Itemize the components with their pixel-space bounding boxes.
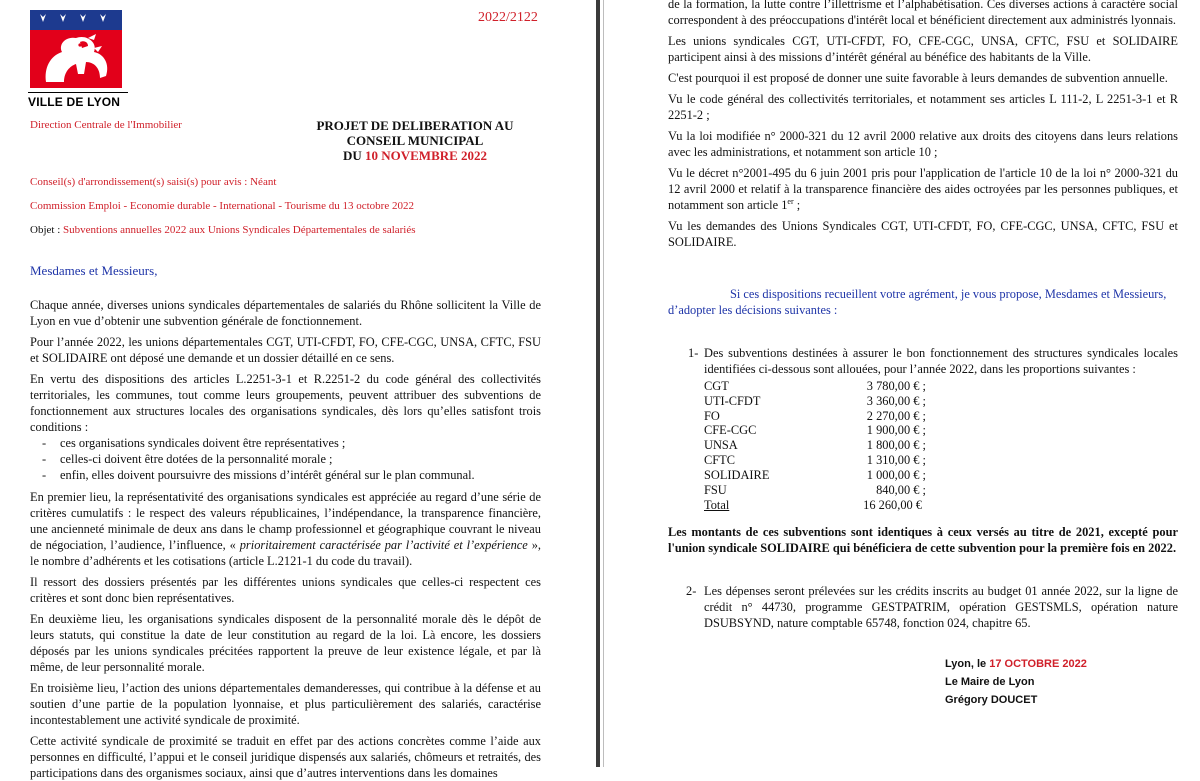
objet-line [30,223,416,237]
visa-3-end: ; [793,198,801,212]
decision-2 [686,583,1178,631]
proposal-line-1: Si ces dispositions recueillent votre agrément, je vous propose, Mesdames et Messieurs, [730,287,1167,301]
direction-label: Direction Centrale de l'Immobilier [30,119,182,131]
table-row [704,394,926,409]
union-amount: 1 310,00 € ; [866,452,926,467]
list-item: - celles-ci doivent être dotées de la personnalité morale ; [30,451,541,467]
objet-value: Subventions annuelles 2022 aux Unions Syndicales Départementales de salariés [63,224,416,236]
table-row [704,453,926,468]
union-name: UTI-CFDT [704,393,761,408]
paragraph-1: Chaque année, diverses unions syndicales départementales de salariés du Rhône sollicitent la Ville de Lyon en vue d’obtenir une subvention générale de fonctionnement. [30,298,541,328]
paragraph-5: Il ressort des dossiers présentés par les différentes unions syndicales que celles-ci respectent ces critères et sont donc bien représentatives. [30,575,541,605]
union-name: CFTC [704,452,735,467]
union-name: SOLIDAIRE [704,467,770,482]
paragraph-propose: C'est pourquoi il est proposé de donner une suite favorable à leurs demandes de subvention annuelle. [668,71,1168,85]
union-name: FSU [704,482,727,497]
montants-note: Les montants de ces subventions sont identiques à ceux versés au titre de 2021, excepté pour l'union syndicale SOLIDAIRE qui bénéficiera de cette subvention pour la première fois en 2022. [668,525,1178,555]
union-amount: 1 900,00 € ; [866,423,926,438]
list-item: - ces organisations syndicales doivent être représentatives ; [30,435,541,451]
table-row [704,409,926,424]
city-name: VILLE DE LYON [28,92,128,109]
union-amount: 1 000,00 € ; [866,467,926,482]
visa-2: Vu la loi modifiée n° 2000-321 du 12 avril 2000 relative aux droits des citoyens dans leurs relations avec les administrations, et notamment son article 10 ; [668,129,1178,159]
proposal [668,286,1188,318]
signature-place: Lyon, le [945,658,987,670]
objet-label: Objet : [30,224,61,236]
decision-2-number: 2- [686,584,697,598]
signature-name: Grégory DOUCET [945,694,1038,706]
signature-role: Le Maire de Lyon [945,676,1035,688]
total-row [704,497,926,513]
visa-4: Vu les demandes des Unions Syndicales CGT, UTI-CFDT, FO, CFE-CGC, UNSA, CFTC, FSU et SOLIDAIRE. [668,219,1178,249]
paragraph-8: Cette activité syndicale de proximité se traduit en effet par des actions concrètes comme l’aide aux personnes en difficulté, l’appui et le conseil juridique dispensés aux salariés, chômeurs et retraités, des participations dans des organismes sociaux, ainsi que d’autres interventions dans les domaines [30,734,541,780]
union-amount: 840,00 € ; [876,482,926,497]
table-row [704,468,926,483]
page-separator [596,0,600,767]
union-amount: 3 360,00 € ; [866,393,926,408]
paragraph-continued: de la formation, la lutte contre l’illettrisme et l’alphabétisation. Ces diverses actions à caractère social correspondent à des préoccupations d'intérêt local et bénéficient directement aux administrés lyonnais. [668,0,1178,27]
subventions-table [704,379,926,513]
ville-de-lyon-logo [28,8,124,109]
paragraph-2: Pour l’année 2022, les unions départementales CGT, UTI-CFDT, FO, CFE-CGC, UNSA, CFTC, FSU et SOLIDAIRE ont déposé une demande et un dossier détaillé en ce sens. [30,335,541,365]
union-name: CGT [704,379,729,393]
title-line-1: PROJET DE DELIBERATION AU [316,118,514,133]
visa-3-text: Vu le décret n°2001-495 du 6 juin 2001 pris pour l'application de l'article 10 de la loi n° 2000-321 du 12 avril 2000 et relatif à la transparence financière des aides octroyées par les personnes publiques, et notamment son article 1 [668,166,1178,212]
table-row [704,379,926,394]
paragraph-6: En deuxième lieu, les organisations syndicales disposent de la personnalité morale dès le dépôt de leurs statuts, qui constitue la date de leur constitution au regard de la loi. Là encore, les dossiers déposés par les unions syndicales précitées rapportent la preuve de leur existence légale, et par là même, de leur personnalité morale. [30,612,541,674]
signature-block [945,655,1087,709]
council-date: 10 NOVEMBRE 2022 [364,148,488,163]
visa-3 [668,165,1178,213]
union-amount: 3 780,00 € ; [866,379,926,393]
title-line-2: CONSEIL MUNICIPAL [346,133,484,148]
conseils-arrondissement: Conseil(s) d'arrondissement(s) saisi(s) pour avis : Néant [30,176,277,188]
commission-label: Commission Emploi - Economie durable - International - Tourisme du 13 octobre 2022 [30,200,414,212]
left-body [30,297,541,781]
paragraph-4-start: En premier lieu, la représentativité des organisations syndicales est appréciée au regard d’une série de critères cumulatifs : le respect des valeurs républicaines, l’indépendance, la transparence financière, une ancienneté minimale de deux ans dans le champ professionnel et géographique couvrant le niveau de négociation, l’audience, l’influence, « [30,490,541,552]
union-name: FO [704,408,720,423]
paragraph-4 [30,489,541,569]
reference-number: 2022/2122 [478,10,538,25]
paragraph-unions: Les unions syndicales CGT, UTI-CFDT, FO, CFE-CGC, UNSA, CFTC, FSU et SOLIDAIRE participent ainsi à des missions d’intérêt général au bénéfice des habitants de la Ville. [668,34,1178,64]
page-separator-line [603,0,604,767]
document-title [300,118,530,163]
visa-1: Vu le code général des collectivités territoriales, et notamment ses articles L 111-2, L 2251-3-1 et R 2251-2 ; [668,92,1178,122]
conditions-list [30,435,541,483]
union-amount: 2 270,00 € ; [866,408,926,423]
lion-emblem-icon [28,8,124,90]
decision-2-text: Les dépenses seront prélevées sur les crédits inscrits au budget 01 année 2022, sur la ligne de crédit n° 44730, programme GESTPATRIM, opération GESTSMLS, opération nature DSUBSYND, nature comptable 65748, fonction 024, chapitre 65. [704,584,1178,630]
union-name: CFE-CGC [704,423,757,438]
visa-3-sup: er [787,196,794,206]
union-amount: 1 800,00 € ; [866,438,926,453]
total-label: Total [704,498,730,513]
paragraph-4-italic: prioritairement caractérisée par l’activité et l’expérience [239,538,528,552]
right-body-top [668,0,1178,250]
decision-1-number: 1- [688,346,699,360]
paragraph-4-end: », le nombre d’adhérents et les cotisations (article L.2121-1 du code du travail). [30,538,541,568]
proposal-line-2: d’adopter les décisions suivantes : [668,303,838,317]
table-row [704,423,926,438]
paragraph-3: En vertu des dispositions des articles L.2251-3-1 et R.2251-2 du code général des collectivités territoriales, les communes, tout comme leurs groupements, peuvent attribuer des subventions de fonctionnement aux structures locales des organisations syndicales, dès lors qu’elles satisfont trois conditions : [30,372,541,434]
union-name: UNSA [704,438,738,453]
salutation: Mesdames et Messieurs, [30,263,158,278]
title-du: DU [342,148,362,163]
total-amount: 16 260,00 € [863,498,922,513]
left-page [0,0,590,780]
title-line-3 [300,148,530,163]
subventions-list [704,379,926,513]
table-row [704,483,926,498]
decision-1 [688,345,1178,377]
paragraph-7: En troisième lieu, l’action des unions départementales demanderesses, qui contribue à la défense et au soutien d’une partie de la population lyonnaise, et plus particulièrement des salariés, caractérise incontestablement une activité syndicale de proximité. [30,681,541,727]
decision-1-text: Des subventions destinées à assurer le bon fonctionnement des structures syndicales locales identifiées ci-dessous sont allouées, pour l’année 2022, dans les proportions suivantes : [704,346,1178,376]
table-row [704,438,926,453]
signature-date: 17 OCTOBRE 2022 [989,658,1087,670]
right-page [612,0,1200,767]
list-item: - enfin, elles doivent poursuivre des missions d’intérêt général sur le plan communal. [30,467,541,483]
signature-place-date [945,655,1087,673]
